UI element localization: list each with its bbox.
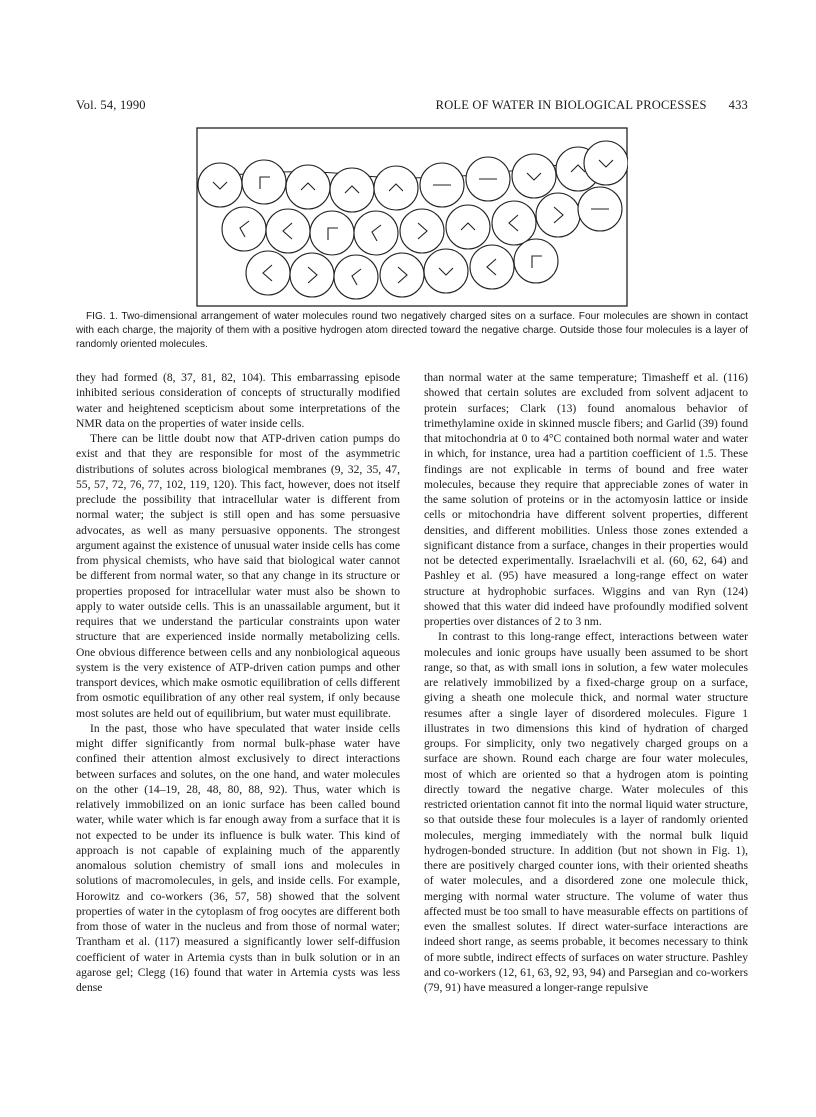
water-molecule-circle (334, 255, 378, 299)
left-paragraph-1: they had formed (8, 37, 81, 82, 104). This embarrassing episode inhibited serious consideration of concepts of structurally modified water and heightened scepticism about some interpretations of the NMR data on the properties of water inside cells. (76, 371, 400, 430)
water-molecule-circle (242, 160, 286, 204)
water-molecule-circle (198, 163, 242, 207)
left-column (76, 370, 400, 995)
water-molecule-circle (492, 201, 536, 245)
water-molecule-circle (310, 211, 354, 255)
page-number: 433 (728, 98, 748, 112)
water-molecule-circle (286, 165, 330, 209)
figure-1-svg (196, 127, 628, 307)
water-molecule-circle (536, 193, 580, 237)
right-paragraph-2: In contrast to this long-range effect, interactions between water molecules and ionic groups have usually been assumed to be short range, so that, as with small ions in solution, a few water molecules are relatively immobilized by a fixed-charge group on a surface, giving a sheath one molecule thick, and normal water structure resumes after a single layer of disordered molecules. Figure 1 illustrates in two dimensions this kind of hydration of charged groups. For simplicity, only two negatively charged groups on a surface are shown. Round each charge are four water molecules, most of which are oriented so that a hydrogen atom is pointing directly toward the negative charge. Water molecules of this restricted orientation cannot fit into the normal liquid water structure, so that outside these four molecules is a layer of randomly oriented molecules, merging immediately with the normal bulk liquid hydrogen-bonded structure. In addition (but not shown in Fig. 1), there are positively charged counter ions, with their oriented sheaths of water molecules, and a disordered zone one molecule thick, merging with normal water structure. The volume of water thus affected must be too small to have measurable effects on partitions of even the smallest solutes. If direct water-surface interactions are indeed short range, as seems probable, it becomes necessary to think of more subtle, indirect effects of surfaces on water structure. Pashley and co-workers (12, 61, 63, 92, 93, 94) and Parsegian and co-workers (79, 91) have measured a longer-range repulsive (424, 630, 748, 994)
left-paragraph-2: There can be little doubt now that ATP-driven cation pumps do exist and that they are responsible for most of the asymmetric distributions of solutes across biological membranes (9, 32, 35, 47, 55, 57, 72, 76, 77, 102, 119, 120). This fact, however, does not itself preclude the possibility that intracellular water is different from normal water; the subject is still open and has some persuasive advocates, as well as many persuasive opponents. The strongest argument against the existence of unusual water inside cells has come from physical chemists, who have said that biological water cannot be different from normal water, so that any change in its structure or properties proposed for intracellular water must also be shown to apply to water outside cells. This is an unassailable argument, but it requires that we understand the particular constraints upon water structure that are experienced inside normally metabolizing cells. One obvious difference between cells and any nonbiological aqueous system is the very existence of ATP-driven cation pumps and other transport devices, which make osmotic equilibration of cells different from osmotic equilibration of any other real system, if only because most solutes are held out of equilibrium, but water must equilibrate. (76, 432, 400, 720)
water-molecule-circle (400, 209, 444, 253)
water-molecule-circle (514, 239, 558, 283)
water-molecule-circle (470, 245, 514, 289)
volume-label: Vol. 54, 1990 (76, 98, 146, 112)
water-molecule-circle (584, 141, 628, 185)
water-molecule-circle (290, 253, 334, 297)
running-title: ROLE OF WATER IN BIOLOGICAL PROCESSES (435, 98, 707, 112)
water-molecule-circle (222, 207, 266, 251)
running-header (76, 98, 748, 116)
header-right (414, 98, 748, 113)
water-molecule-circle (512, 154, 556, 198)
water-molecule-circle (266, 209, 310, 253)
right-column (424, 370, 748, 995)
water-molecule-circle (424, 249, 468, 293)
right-paragraph-1: than normal water at the same temperature; Timasheff et al. (116) showed that certain solutes are excluded from solvent adjacent to protein surfaces; Clark (13) found anomalous behavior of trimethylamine oxide in skinned muscle fibers; and Garlid (39) found that mitochondria at 0 to 4°C contained both normal water and water in which, for instance, urea had a partition coefficient of 1.5. These findings are not explicable in terms of bound and free water molecules, because they require that appreciable zones of water in the same solution of proteins or in the actomyosin lattice or inside cells or mitochondria have different solvent properties, different densities, and different mobilities. Unless those zones extended a significant distance from a surface, changes in their properties would not be detected experimentally. Israelachvili et al. (60, 62, 64) and Pashley et al. (95) have measured a long-range effect on water structure at hydrophobic surfaces. Wiggins and van Ryn (124) showed that this water did indeed have profoundly modified solvent properties over distances of 2 to 3 nm. (424, 371, 748, 628)
water-molecule-circle (330, 168, 374, 212)
water-molecule-circle (380, 253, 424, 297)
water-molecule-circle (446, 205, 490, 249)
water-molecule-circle (374, 166, 418, 210)
water-molecule-circle (354, 211, 398, 255)
left-paragraph-3: In the past, those who have speculated that water inside cells might differ significantly from normal bulk-phase water have confined their attention almost exclusively to direct interactions between surfaces and solutes, on the one hand, and water molecules on the other (14–19, 28, 48, 80, 88, 92). Thus, water which is relatively immobilized on an ionic surface has been called bound water, while water which is far enough away from a surface that it is not expected to be under its influence is bulk water. This kind of approach is not capable of explaining much of the apparently anomalous solution chemistry of small ions and molecules in solutions of macromolecules, in gels, and inside cells. For example, Horowitz and co-workers (36, 57, 58) showed that the solvent properties of water in the cytoplasm of frog oocytes are different both from those of water in the nucleus and from those of normal water; Trantham et al. (117) measured a significantly lower self-diffusion coefficient of water in Artemia cysts than in bulk solution or in an agarose gel; Clegg (16) found that water in Artemia cysts was less dense (76, 721, 400, 994)
figure-1-water-molecules-diagram (196, 127, 628, 307)
figure-caption (76, 310, 748, 353)
water-molecule-circle (246, 251, 290, 295)
figure-caption-text: FIG. 1. Two-dimensional arrangement of water molecules round two negatively charged sites on a surface. Four molecules are shown in contact with each charge, the majority of them with a positive hydrogen atom directed toward the negative charge. Outside those four molecules is a layer of randomly oriented molecules. (76, 311, 748, 351)
